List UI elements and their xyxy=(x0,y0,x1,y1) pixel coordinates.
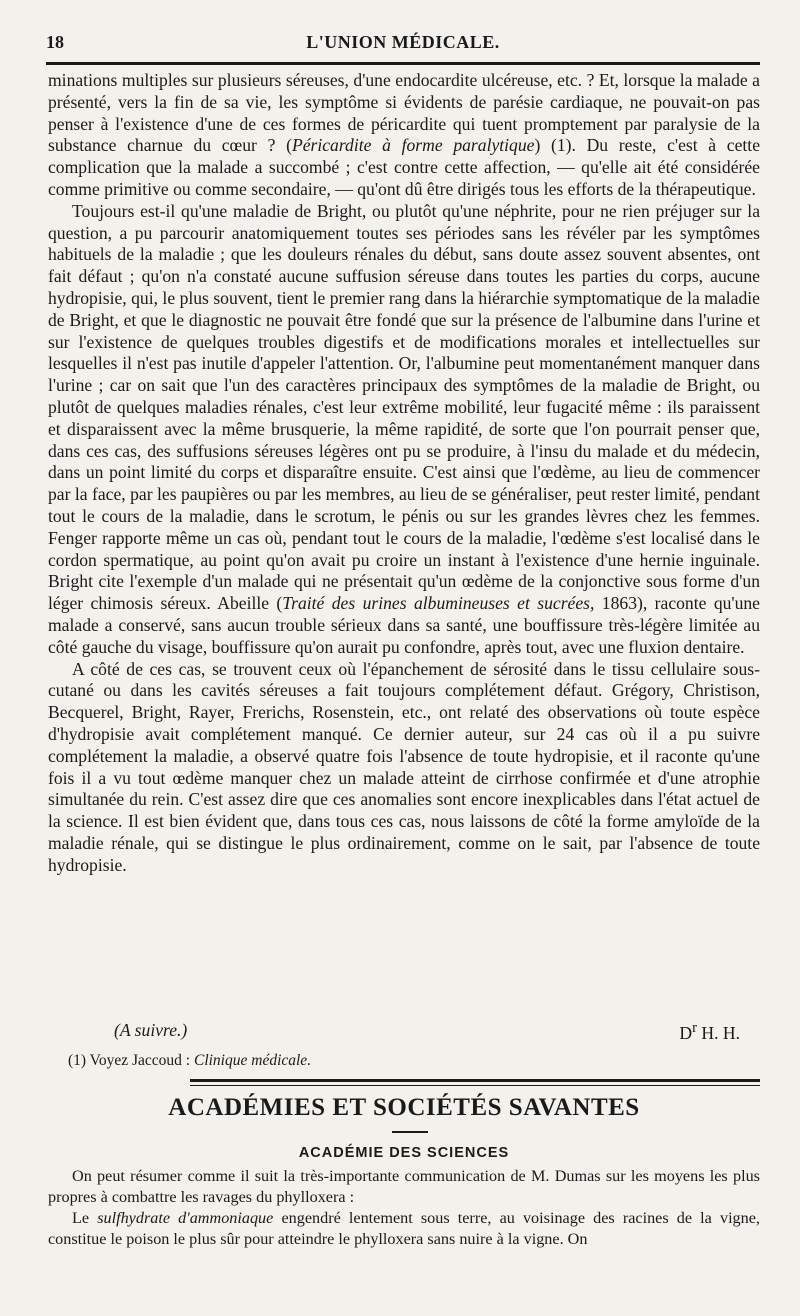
paragraph-1-text-start: minations multiples sur plusieurs séreuses, d'une endocardite ulcéreuse, etc. ? Et, lorsque la malade a présenté, vers la fin de sa vie, les symptôme si évidents de parésie cardiaque, ne pouvait-on pas penser à l'existence d'une de ces formes de péricardite qui tuent promptement par paralysie de la substance charnue du cœur ? ( xyxy=(48,70,760,156)
section-paragraph-2-end: engendré lentement sous terre, au voisinage des racines de la vigne, constitue le poison le plus sûr pour atteindre le phylloxera sans nuire à la vigne. On xyxy=(48,1209,760,1248)
paragraph-2-text-end: , 1863), raconte qu'une malade a conservé, sans aucun trouble sérieux dans sa santé, une bouffissure très-légère limitée au côté gauche du visage, bouffissure qu'on aurait pu confondre, après tout, avec une fluxion dentaire. xyxy=(48,593,760,657)
author-prefix-sup: r xyxy=(692,1020,697,1036)
subsection-title: ACADÉMIE DES SCIENCES xyxy=(298,1145,510,1161)
section-title: ACADÉMIES ET SOCIÉTÉS SAVANTES xyxy=(168,1094,640,1121)
author-prefix: D xyxy=(679,1022,693,1043)
section-divider-thin xyxy=(190,1085,760,1086)
page-number: 18 xyxy=(46,32,64,52)
article-body xyxy=(48,70,760,876)
author-signature xyxy=(679,1020,740,1044)
section-body xyxy=(48,1166,760,1250)
page-header xyxy=(46,28,760,65)
paragraph-3: A côté de ces cas, se trouvent ceux où l'épanchement de sérosité dans le tissu cellulaire sous-cutané ou dans les cavités séreuses a fait toujours complétement défaut. Grégory, Christison, Becquerel, Bright, Rayer, Frerichs, Rosenstein, etc., ont relaté des observations où toute espèce d'hydropisie avait complétement manqué. Ce dernier auteur, sur 24 cas où il a pu suivre complétement la maladie, a observé quatre fois l'absence de toute hydropisie, et il raconte qu'une fois il a vu tout œdème manquer chez un malade atteint de cirrhose confirmée et d'une atrophie simultanée du rein. C'est assez dire que ces anomalies sont encore inexplicables dans l'état actuel de la science. Il est bien évident que, dans tous ces cas, nous laissons de côté la forme amyloïde de la maladie rénale, qui se distingue le plus ordinairement, comme on le sait, par l'absence de toute hydropisie. xyxy=(48,658,760,875)
footnote-title: Clinique médicale. xyxy=(193,1052,312,1069)
author-name: H. H. xyxy=(696,1022,740,1043)
running-title: L'UNION MÉDICALE. xyxy=(306,32,500,52)
footnote-marker: (1) Voyez Jaccoud : xyxy=(68,1052,194,1069)
signature-line xyxy=(48,1020,760,1044)
section-short-rule xyxy=(392,1131,428,1133)
footnote xyxy=(68,1052,311,1070)
paragraph-2-text-start: Toujours est-il qu'une maladie de Bright, ou plutôt qu'une néphrite, pour ne rien préjuger sur la question, a pu parcourir anatomiquement toutes ses périodes sans les révéler par les symptômes habituels de la maladie ; que les douleurs rénales du début, sans doute assez souvent absentes, ont fait défaut ; qu'on n'a constaté aucune suffusion séreuse dans toutes les parties du corps, aucune hydropisie, qui, le plus souvent, tient le premier rang dans la hiérarchie symptomatique de la maladie de Bright, et que le diagnostic ne pouvait être fondé que sur la présence de l'albumine dans l'urine et sur l'existence de quelques troubles digestifs et de modifications morales et intellectuelles sur lesquelles il n'est pas inutile d'appeler l'attention. Or, l'albumine peut momentanément manquer dans l'urine ; car on sait que l'un des caractères principaux des symptômes de la maladie de Bright, ou plutôt de quelques maladies rénales, c'est leur extrême mobilité, leur fugacité même : ils paraissent et disparaissent avec la même brusquerie, la même rapidité, de sorte que l'on pourrait penser que, dans ces cas, des suffusions séreuses légères ont pu se produire, à l'insu du malade et du médecin, dans un point limité du corps et disparaître ensuite. C'est ainsi que l'œdème, au lieu de commencer par la face, par les paupières ou par les membres, au lieu de se généraliser, peut rester limité, pendant tout le cours de la maladie, dans le scrotum, le pénis ou sur les grandes lèvres chez les femmes. Fenger rapporte même un cas où, pendant tout le cours de la maladie, l'œdème s'est localisé dans le cordon spermatique, au point qu'on avait pu croire un instant à l'existence d'une hernie inguinale. Bright cite l'exemple d'un malade qui ne présentait qu'un œdème de la conjonctive sous forme d'un léger chimosis séreux. Abeille ( xyxy=(48,200,760,614)
paragraph-1-text-end: ) (1). Du reste, c'est à cette complication que la malade a succombé ; c'est contre cette affection, — qu'elle ait été considérée comme primitive ou comme secondaire, — qu'ont dû être dirigés tous les efforts de la thérapeutique. xyxy=(48,135,761,199)
paragraph-2-italic: Traité des urines albumineuses et sucrées xyxy=(282,593,591,614)
to-be-continued: (A suivre.) xyxy=(114,1020,188,1040)
section-paragraph-2-start: Le xyxy=(72,1209,98,1227)
section-paragraph-2 xyxy=(48,1208,760,1250)
section-divider-thick xyxy=(190,1079,760,1082)
paragraph-1-italic: Péricardite à forme paralytique xyxy=(291,135,535,156)
section-paragraph-1: On peut résumer comme il suit la très-importante communication de M. Dumas sur les moyens les plus propres à combattre les ravages du phylloxera : xyxy=(48,1167,760,1206)
paragraph-1 xyxy=(48,70,760,201)
section-paragraph-2-italic: sulfhydrate d'ammoniaque xyxy=(97,1209,274,1227)
paragraph-2 xyxy=(48,201,760,659)
